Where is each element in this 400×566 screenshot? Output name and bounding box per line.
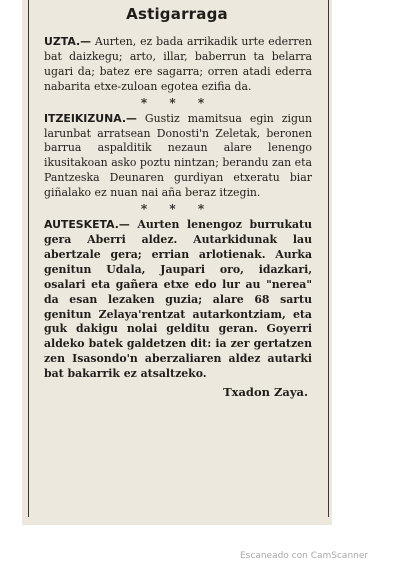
section-body: Gustiz mamitsua egin zigun larunbat arratsean Donosti'n Zeletak, beronen barrua aspalditik nezaun alare lenengo ikusitakoan asko poztu nintzan; berandu zan eta Pantzeska Deunaren gurdiyan etxeratu biar giñalako ez nuan nai aña beraz itzegin. — [44, 111, 312, 200]
clipping-left-rule — [28, 0, 29, 517]
newspaper-clipping — [22, 0, 332, 525]
section-lead: AUTESKETA.— — [44, 218, 130, 232]
section-separator: * * * — [140, 202, 214, 217]
article-headline: Astigarraga — [126, 5, 228, 23]
scanner-watermark: Escaneado con CamScanner — [240, 551, 369, 561]
section-body: Aurten lenengoz burrukatu gera Aberri aldez. Autarkidunak lau abertzale gera; errian arlotienak. Aurka genitun Udala, Jaupari oro, idazkari, osalari eta gañera etxe edo lur au "nerea" da esan lezaken guzia; alare 68 sartu genitun Zelaya'rentzat autarkontziam, eta guk dakigu nolai gelditu geran. Goyerri aldeko batek galdetzen dit: ia zer gertatzen zen Isasondo'n aberzaliaren aldez autarki bat bakarrik ez atsaltzeko. — [44, 218, 312, 381]
section-itzeikizuna — [38, 112, 316, 201]
section-lead: ITZEIKIZUNA.— — [44, 111, 137, 125]
section-separator: * * * — [140, 95, 214, 110]
section-body: Aurten, ez bada arrikadik urte ederren bat daizkegu; arto, illar, baberrun ta belarra ugari da; batez ere sagarra; orren atadi ederra nabarita etxe-zuloan egotea ezifia da. — [44, 35, 312, 93]
section-autesketa — [38, 218, 316, 382]
section-uzta — [38, 35, 316, 95]
section-lead: UZTA.— — [44, 35, 91, 48]
clipping-right-rule — [328, 0, 329, 517]
author-signature: Txadon Zaya. — [223, 385, 308, 400]
